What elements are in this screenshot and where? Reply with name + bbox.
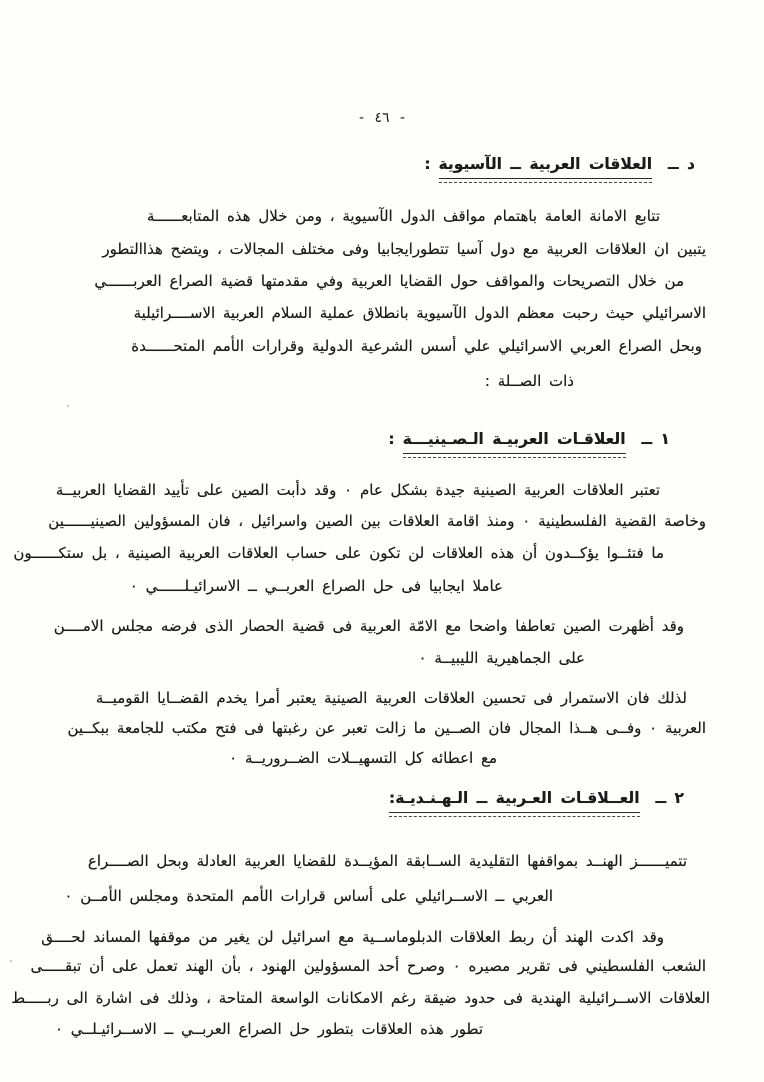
paragraph-line: تتميــــــز الهنــد بمواقفها التقليدية الســابقة المؤيــدة للقضايا العربية العادلة وبحل الصــــراع xyxy=(87,852,687,870)
heading-title-underlined: العلاقات العربية ــ الآسيوية xyxy=(439,153,653,179)
section-title-underlined: العلاقـات العربيـة الـصـينيـــة xyxy=(403,428,626,454)
paragraph-line: الشعب الفلسطيني فى تقرير مصيره ٠ وصرح أحد المسؤولين الهنود ، بأن الهند تعمل على أن تبقـــــى xyxy=(30,957,706,975)
paragraph-line: مع اعطائه كل التسهيــلات الضــروريــة ٠ xyxy=(229,749,497,767)
paragraph-line: وخاصة القضية الفلسطينية ٠ ومنذ اقامة العلاقات بين الصين واسرائيل ، فان المسؤولين الصينيــــــين xyxy=(48,512,706,530)
scan-speck xyxy=(67,405,69,407)
intro-line: وبحل الصراع العربي الاسرائيلي علي أسس الشرعية الدولية وقرارات الأمم المتحــــــدة xyxy=(131,337,702,355)
paragraph-line: على الجماهيرية الليبيــة ٠ xyxy=(418,649,585,667)
heading-letter: د ــ xyxy=(668,155,695,173)
paragraph-line: عاملا ايجابيا فى حل الصراع العربــي ــ الاسرائيـلــــــي ٠ xyxy=(129,577,503,595)
intro-line: من خلال التصريحات والمواقف حول القضايا العربية وفي مقدمتها قضية الصراع العربــــــي xyxy=(94,272,684,290)
paragraph-line: وقد اكدت الهند أن ربط العلاقات الدبلوماســية مع اسرائيل لن يغير من موقفها المساند لحــــق xyxy=(41,928,664,946)
section-heading-arab-chinese-relations xyxy=(388,428,670,454)
intro-line: يتبين ان العلاقات العربية مع دول آسيا تتطورايجابيا وفى مختلف المجالات ، ويتضح هذاالتطور xyxy=(102,240,706,258)
section-heading-arab-indian-relations xyxy=(389,787,684,813)
scan-speck xyxy=(10,960,12,962)
section-heading-arab-asian-relations xyxy=(424,153,695,179)
heading-colon: : xyxy=(424,155,431,173)
paragraph-line: تعتبر العلاقات العربية الصينية جيدة بشكل عام ٠ وقد دأبت الصين على تأييد القضايا العربيــة xyxy=(55,481,660,499)
paragraph-line: ما فتئــوا يؤكــدون أن هذه العلاقات لن تكون على حساب العلاقات العربية الصينية ، بل ستكــــــون xyxy=(13,544,664,562)
paragraph-line: العربية ٠ وفــى هــذا المجال فان الصــين ما زالت تعبر عن رغبتها فى فتح مكتب للجامعة ببكــين xyxy=(67,719,706,737)
intro-line: تتابع الامانة العامة باهتمام مواقف الدول الآسيوية ، ومن خلال هذه المتابعــــــة xyxy=(146,207,660,225)
paragraph-line: العربي ــ الاســرائيلي على أساس قرارات الأمم المتحدة ومجلس الأمــن ٠ xyxy=(64,887,553,905)
paragraph-line: تطور هذه العلاقات بتطور حل الصراع العربــي ــ الاســرائيـلــي ٠ xyxy=(54,1020,483,1038)
paragraph-line: العلاقات الاســرائيلية الهندية فى حدود ضيقة رغم الامكانات الواسعة المتاحة ، وذلك فى اشارة الى ربـــــط xyxy=(11,989,710,1007)
page-number: - ٤٦ - xyxy=(358,110,406,126)
section-number: ١ ــ xyxy=(641,430,670,448)
paragraph-line: لذلك فان الاستمرار فى تحسين العلاقات العربية الصينية يعتبر أمرا يخدم القضــايا القوميــة xyxy=(95,689,687,707)
section-number: ٢ ــ xyxy=(655,789,684,807)
section-title-underlined: العــلاقـات العـربية ــ الـهـنـديـة: xyxy=(389,787,640,813)
intro-line: الاسرائيلي حيث رحبت معظم الدول الآسيوية بانطلاق عملية السلام العربية الاســــرائيلية xyxy=(133,304,706,322)
intro-line: ذات الصــلة : xyxy=(484,372,574,390)
paragraph-line: وقد أظهرت الصين تعاطفا واضحا مع الامّة العربية فى قضية الحصار الذى فرضه مجلس الامــــن xyxy=(53,617,684,635)
section-colon: : xyxy=(388,430,395,448)
